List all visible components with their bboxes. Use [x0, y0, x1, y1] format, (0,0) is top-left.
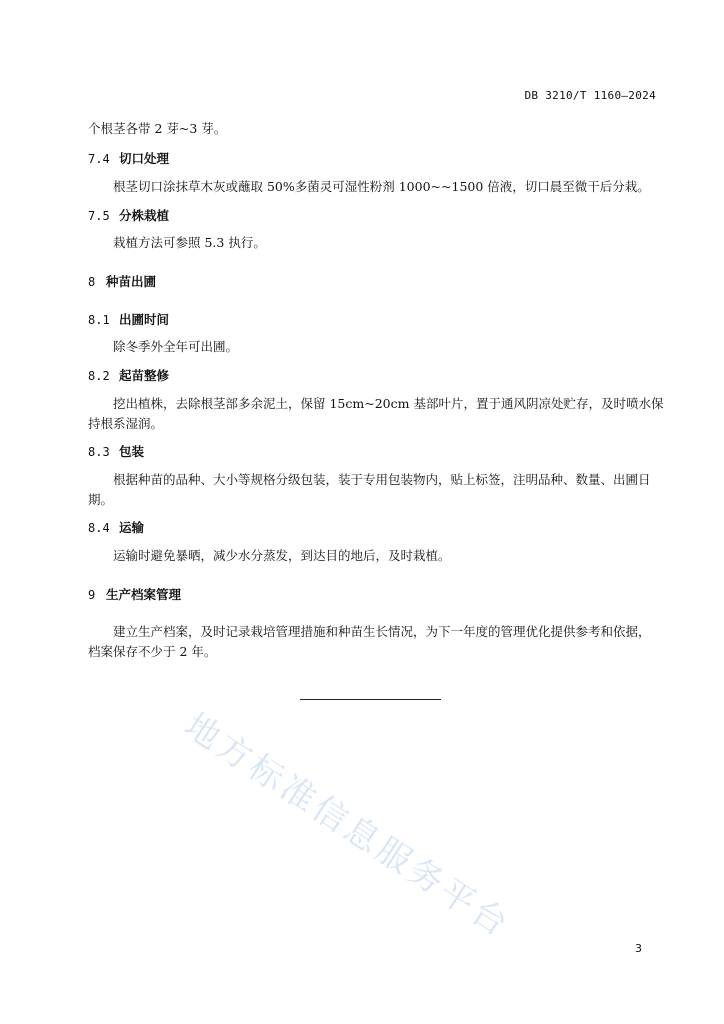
- standard-code: DB 3210/T 1160—2024: [524, 89, 656, 102]
- section-7-5-heading: [88, 206, 169, 224]
- continued-text: 个根茎各带 2 芽~3 芽。: [88, 121, 227, 136]
- section-title: 种苗出圃: [106, 274, 157, 289]
- section-8-4-text: 运输时避免暴晒，减少水分蒸发，到达目的地后，及时栽植。: [113, 548, 451, 563]
- section-9-text-line-1: 建立生产档案，及时记录栽培管理措施和种苗生长情况，为下一年度的管理优化提供参考和依据，: [113, 624, 651, 639]
- section-8-2-heading: [88, 366, 169, 384]
- section-8-4-heading: [88, 518, 144, 536]
- section-number: 8.4: [88, 521, 110, 535]
- section-number: 8.2: [88, 369, 110, 383]
- section-8-heading: [88, 272, 156, 290]
- section-8-3-text-line-1: 根据种苗的品种、大小等规格分级包装，装于专用包装物内，贴上标签，注明品种、数量、出圃日: [113, 472, 651, 487]
- section-title: 起苗整修: [119, 368, 170, 383]
- watermark: 地方标准信息服务平台: [177, 705, 518, 947]
- section-8-1-heading: [88, 310, 169, 328]
- section-8-1-text: 除冬季外全年可出圃。: [113, 339, 239, 354]
- section-title: 出圃时间: [119, 312, 170, 327]
- section-number: 7.5: [88, 209, 110, 223]
- section-title: 包装: [119, 444, 145, 459]
- section-number: 8: [88, 275, 96, 289]
- end-rule: [300, 699, 441, 700]
- section-8-3-heading: [88, 442, 144, 460]
- section-title: 分株栽植: [119, 208, 170, 223]
- section-7-4-heading: [88, 149, 169, 167]
- page-number: 3: [635, 942, 642, 955]
- section-number: 7.4: [88, 152, 110, 166]
- section-7-4-text: 根茎切口涂抹草木灰或蘸取 50%多菌灵可湿性粉剂 1000~~1500 倍液，切口晨至微干后分栽。: [113, 179, 650, 194]
- section-9-text-line-2: 档案保存不少于 2 年。: [88, 644, 217, 659]
- section-title: 运输: [119, 520, 145, 535]
- section-title: 切口处理: [119, 151, 170, 166]
- section-title: 生产档案管理: [106, 587, 182, 602]
- section-9-heading: [88, 585, 181, 603]
- section-number: 9: [88, 588, 96, 602]
- section-number: 8.3: [88, 445, 110, 459]
- section-8-2-text-line-1: 挖出植株，去除根茎部多余泥土，保留 15cm~20cm 基部叶片，置于通风阴凉处贮存，及时喷水保: [113, 396, 664, 411]
- section-8-3-text-line-2: 期。: [88, 492, 114, 507]
- section-8-2-text-line-2: 持根系湿润。: [88, 416, 164, 431]
- section-7-5-text: 栽植方法可参照 5.3 执行。: [113, 235, 266, 250]
- section-number: 8.1: [88, 313, 110, 327]
